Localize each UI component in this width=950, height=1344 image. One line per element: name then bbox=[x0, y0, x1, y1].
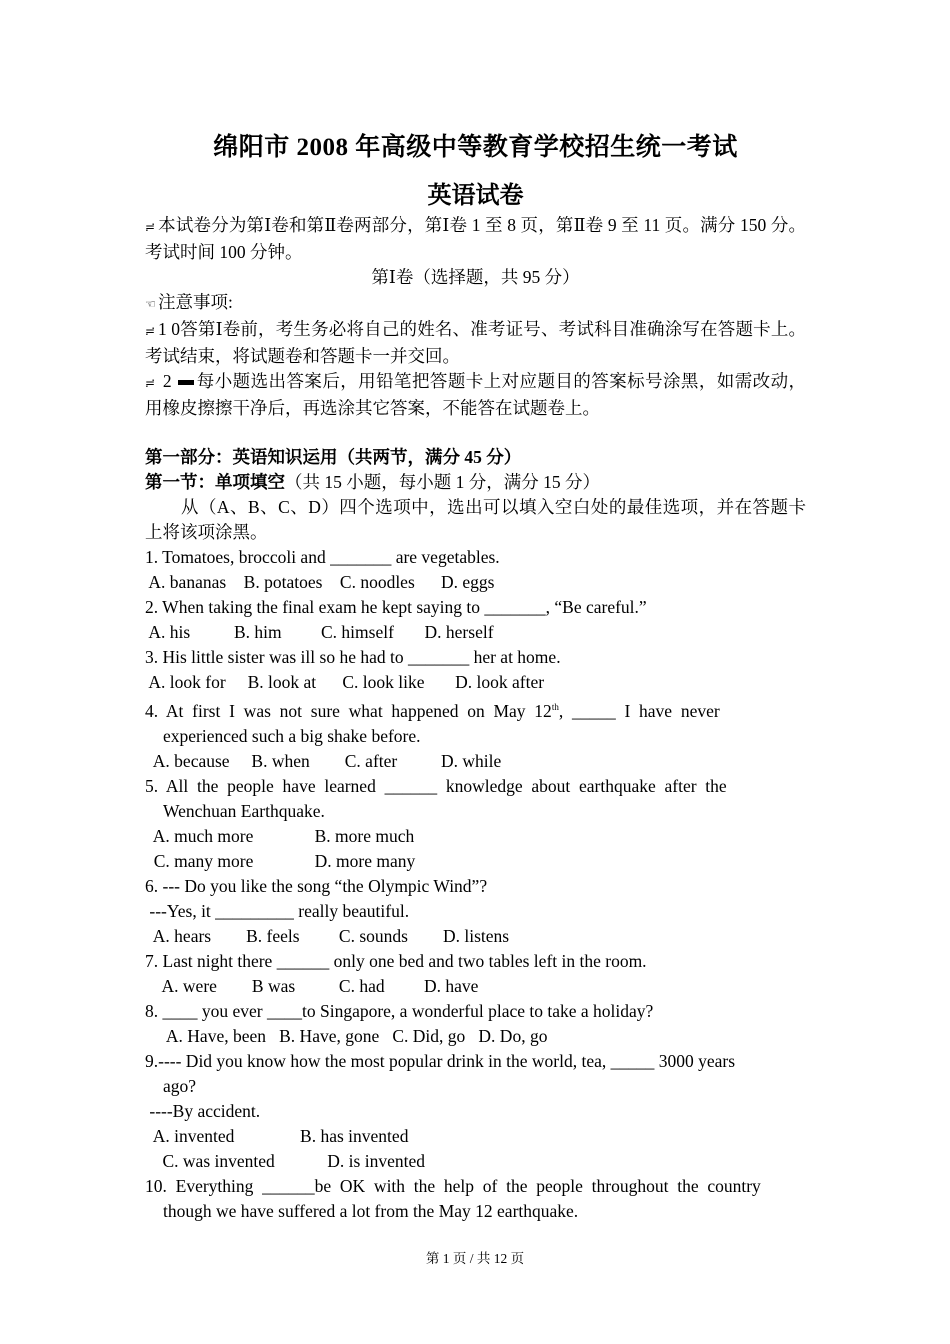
question-2-options: A. his B. him C. himself D. herself bbox=[145, 622, 494, 642]
part1-heading: 第一部分：英语知识运用（共两节，满分 45 分） bbox=[145, 447, 522, 467]
page-footer: 第 1 页 / 共 12 页 bbox=[425, 1251, 525, 1266]
exam-subtitle: 英语试卷 bbox=[427, 183, 524, 209]
notice-item-1: ≓ 1 0答第Ⅰ卷前，考生务必将自己的姓名、准考证号、考试科目准确涂写在答题卡上。考试结束，将试题卷和答题卡一并交回。 bbox=[145, 319, 806, 366]
question-9-options-row1: A. invented B. has invented bbox=[145, 1125, 409, 1146]
question-9-options-row2: C. was invented D. is invented bbox=[145, 1150, 425, 1171]
question-1: 1. Tomatoes, broccoli and _______ are vegetables. bbox=[145, 547, 500, 567]
pointer-icon: ☜ bbox=[145, 297, 156, 311]
question-5-options-row1: A. much more B. more much bbox=[145, 825, 415, 846]
question-7-options: A. were B was C. had D. have bbox=[145, 975, 479, 996]
bullet-icon: ≓ bbox=[145, 376, 156, 390]
question-7: 7. Last night there ______ only one bed and two tables left in the room. bbox=[145, 950, 647, 971]
question-6-options: A. hears B. feels C. sounds D. listens bbox=[145, 925, 510, 946]
question-8: 8. ____ you ever ____to Singapore, a wonderful place to take a holiday? bbox=[145, 1000, 654, 1021]
question-4: 4. At first I was not sure what happened on May 12th, _____ I have never bbox=[145, 700, 720, 721]
intro-paragraph: ≓ 本试卷分为第Ⅰ卷和第Ⅱ卷两部分，第Ⅰ卷 1 至 8 页，第Ⅱ卷 9 至 11 页。满分 150 分。考试时间 100 分钟。 bbox=[145, 215, 806, 262]
question-10-cont: though we have suffered a lot from the May 12 earthquake. bbox=[163, 1200, 579, 1221]
question-3: 3. His little sister was ill so he had to _______ her at home. bbox=[145, 647, 561, 667]
question-10: 10. Everything ______be OK with the help of the people throughout the country bbox=[145, 1175, 761, 1196]
exam-page bbox=[145, 125, 806, 1224]
question-8-options: A. Have, been B. Have, gone C. Did, go D. Do, go bbox=[145, 1025, 548, 1046]
section1-instruction: 从（A、B、C、D）四个选项中，选出可以填入空白处的最佳选项，并在答题卡上将该项涂黑。 bbox=[145, 497, 806, 542]
notice-title: ☜ 注意事项: bbox=[145, 290, 806, 317]
question-3-options: A. look for B. look at C. look like D. look after bbox=[145, 672, 545, 692]
notice-item-2: ≓ 2 每小题选出答案后，用铅笔把答题卡上对应题目的答案标号涂黑，如需改动，用橡皮擦擦干净后，再选涂其它答案，不能答在试题卷上。 bbox=[145, 371, 807, 418]
question-5: 5. All the people have learned ______ knowledge about earthquake after the bbox=[145, 775, 727, 796]
question-1-options: A. bananas B. potatoes C. noodles D. eggs bbox=[145, 572, 495, 592]
question-9-cont: ago? bbox=[163, 1075, 197, 1096]
question-4-cont: experienced such a big shake before. bbox=[163, 725, 421, 746]
volume-heading: 第Ⅰ卷（选择题，共 95 分） bbox=[371, 267, 580, 287]
bar-icon bbox=[178, 380, 194, 385]
bullet-icon: ≓ bbox=[145, 324, 156, 338]
question-5-cont: Wenchuan Earthquake. bbox=[163, 800, 325, 821]
question-4-options: A. because B. when C. after D. while bbox=[145, 750, 502, 771]
question-6: 6. --- Do you like the song “the Olympic Wind”? bbox=[145, 875, 488, 896]
question-5-options-row2: C. many more D. more many bbox=[145, 850, 416, 871]
exam-title: 绵阳市 2008 年高级中等教育学校招生统一考试 bbox=[213, 134, 738, 161]
question-9: 9.---- Did you know how the most popular drink in the world, tea, _____ 3000 years bbox=[145, 1050, 736, 1071]
question-6-reply: ---Yes, it _________ really beautiful. bbox=[145, 900, 410, 921]
bullet-icon: ≓ bbox=[145, 220, 156, 234]
section1-heading: 第一节：单项填空（共 15 小题，每小题 1 分，满分 15 分） bbox=[145, 472, 600, 492]
question-2: 2. When taking the final exam he kept saying to _______, “Be careful.” bbox=[145, 597, 647, 617]
question-9-reply: ----By accident. bbox=[145, 1100, 261, 1121]
